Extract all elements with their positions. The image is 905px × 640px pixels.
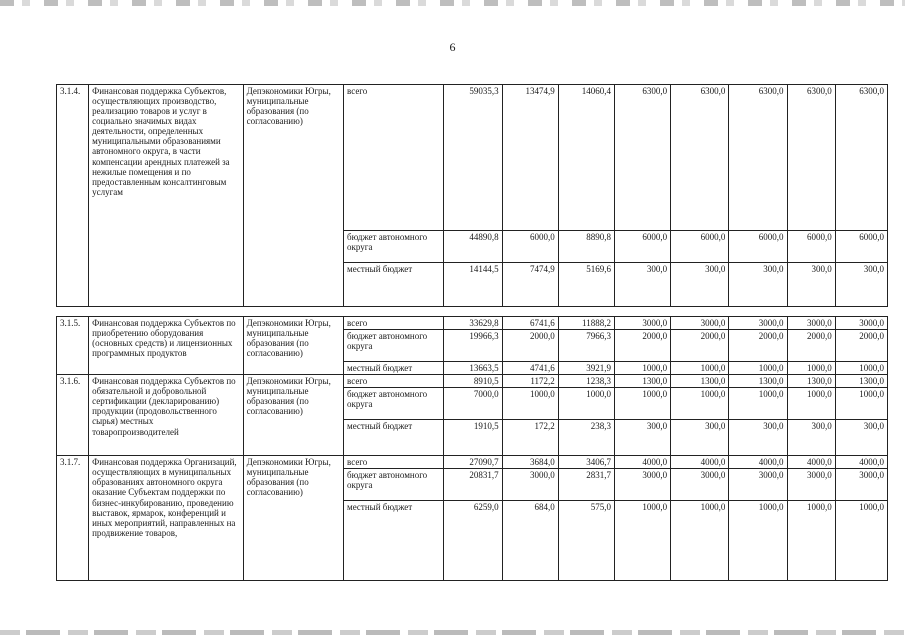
funding-source: местный бюджет — [344, 362, 444, 375]
amount-cell: 6300,0 — [787, 85, 835, 231]
measure-code: 3.1.6. — [57, 375, 89, 456]
amount-cell: 3000,0 — [787, 317, 835, 330]
amount-cell: 33629,8 — [444, 317, 502, 330]
amount-cell: 3000,0 — [729, 317, 787, 330]
amount-cell: 4000,0 — [614, 456, 670, 469]
amount-cell: 4741,6 — [502, 362, 558, 375]
amount-cell: 6000,0 — [502, 231, 558, 263]
amount-cell: 3684,0 — [502, 456, 558, 469]
funding-source: местный бюджет — [344, 263, 444, 307]
amount-cell: 300,0 — [729, 420, 787, 456]
amount-cell: 7000,0 — [444, 388, 502, 420]
amount-cell: 2000,0 — [502, 330, 558, 362]
amount-cell: 19966,3 — [444, 330, 502, 362]
amount-cell: 44890,8 — [444, 231, 502, 263]
amount-cell: 1000,0 — [729, 388, 787, 420]
amount-cell: 1000,0 — [787, 362, 835, 375]
amount-cell: 300,0 — [614, 420, 670, 456]
table-body — [57, 85, 888, 581]
amount-cell: 300,0 — [671, 420, 729, 456]
amount-cell: 1300,0 — [729, 375, 787, 388]
amount-cell: 7474,9 — [502, 263, 558, 307]
funding-source: бюджет автономного округа — [344, 231, 444, 263]
amount-cell: 3000,0 — [835, 317, 887, 330]
amount-cell: 300,0 — [835, 263, 887, 307]
amount-cell: 3000,0 — [787, 469, 835, 501]
amount-cell: 4000,0 — [835, 456, 887, 469]
amount-cell: 2000,0 — [671, 330, 729, 362]
amount-cell: 300,0 — [614, 263, 670, 307]
amount-cell: 3000,0 — [835, 469, 887, 501]
measure-title: Финансовая поддержка Субъектов по приобретению оборудования (основных средств) и лицензионных программных продуктов — [89, 317, 244, 375]
amount-cell: 6000,0 — [614, 231, 670, 263]
scan-edge-top — [0, 0, 905, 6]
amount-cell: 6000,0 — [835, 231, 887, 263]
amount-cell: 1000,0 — [787, 501, 835, 581]
table-gap-row — [57, 307, 888, 317]
amount-cell: 1000,0 — [671, 388, 729, 420]
amount-cell: 8910,5 — [444, 375, 502, 388]
amount-cell: 1000,0 — [835, 388, 887, 420]
amount-cell: 1000,0 — [614, 501, 670, 581]
amount-cell: 1000,0 — [729, 501, 787, 581]
amount-cell: 3000,0 — [614, 317, 670, 330]
measure-code: 3.1.5. — [57, 317, 89, 375]
amount-cell: 6000,0 — [729, 231, 787, 263]
funding-source: местный бюджет — [344, 420, 444, 456]
amount-cell: 300,0 — [787, 420, 835, 456]
amount-cell: 3000,0 — [614, 469, 670, 501]
amount-cell: 6300,0 — [614, 85, 670, 231]
measure-code: 3.1.7. — [57, 456, 89, 581]
amount-cell: 3000,0 — [671, 317, 729, 330]
amount-cell: 8890,8 — [558, 231, 614, 263]
amount-cell: 2000,0 — [614, 330, 670, 362]
amount-cell: 27090,7 — [444, 456, 502, 469]
amount-cell: 3406,7 — [558, 456, 614, 469]
amount-cell: 1172,2 — [502, 375, 558, 388]
amount-cell: 1000,0 — [614, 362, 670, 375]
scan-edge-bottom — [0, 630, 905, 635]
program-table — [56, 84, 888, 581]
amount-cell: 5169,6 — [558, 263, 614, 307]
amount-cell: 59035,3 — [444, 85, 502, 231]
amount-cell: 6000,0 — [787, 231, 835, 263]
funding-source: бюджет автономного округа — [344, 330, 444, 362]
amount-cell: 1300,0 — [787, 375, 835, 388]
funding-source: бюджет автономного округа — [344, 388, 444, 420]
amount-cell: 3000,0 — [502, 469, 558, 501]
amount-cell: 2000,0 — [729, 330, 787, 362]
measure-title: Финансовая поддержка Субъектов, осуществляющих производство, реализацию товаров и услуг в социально значимых видах деятельности, определенных муниципальными образованиями автономного округа, в части компенсации арендных платежей за нежилые помещения и по предоставленным консалтинговым услугам — [89, 85, 244, 307]
funding-source: всего — [344, 375, 444, 388]
funding-source: всего — [344, 85, 444, 231]
amount-cell: 300,0 — [835, 420, 887, 456]
amount-cell: 1000,0 — [671, 501, 729, 581]
measure-title: Финансовая поддержка Субъектов по обязательной и добровольной сертификации (декларированию) продукции (продовольственного сырья) местных товаропроизводителей — [89, 375, 244, 456]
amount-cell: 6300,0 — [671, 85, 729, 231]
amount-cell: 1000,0 — [787, 388, 835, 420]
amount-cell: 1000,0 — [614, 388, 670, 420]
amount-cell: 11888,2 — [558, 317, 614, 330]
amount-cell: 7966,3 — [558, 330, 614, 362]
amount-cell: 1300,0 — [671, 375, 729, 388]
amount-cell: 575,0 — [558, 501, 614, 581]
amount-cell: 1000,0 — [558, 388, 614, 420]
amount-cell: 13663,5 — [444, 362, 502, 375]
amount-cell: 2000,0 — [835, 330, 887, 362]
amount-cell: 3921,9 — [558, 362, 614, 375]
amount-cell: 172,2 — [502, 420, 558, 456]
amount-cell: 1910,5 — [444, 420, 502, 456]
amount-cell: 3000,0 — [671, 469, 729, 501]
amount-cell: 14060,4 — [558, 85, 614, 231]
amount-cell: 3000,0 — [729, 469, 787, 501]
amount-cell: 2831,7 — [558, 469, 614, 501]
amount-cell: 300,0 — [787, 263, 835, 307]
amount-cell: 13474,9 — [502, 85, 558, 231]
table-row — [57, 456, 888, 469]
funding-source: всего — [344, 456, 444, 469]
amount-cell: 1000,0 — [502, 388, 558, 420]
table-row — [57, 375, 888, 388]
measure-title: Финансовая поддержка Организаций, осуществляющих в муниципальных образованиях автономного округа оказание Субъектам поддержки по бизнес-инкубированию, проведению выставок, ярмарок, конференций и иных мероприятий, направленных на продвижение товаров, — [89, 456, 244, 581]
amount-cell: 4000,0 — [671, 456, 729, 469]
funding-source: местный бюджет — [344, 501, 444, 581]
amount-cell: 14144,5 — [444, 263, 502, 307]
measure-executor: Депэкономики Югры, муниципальные образования (по согласованию) — [243, 456, 343, 581]
amount-cell: 20831,7 — [444, 469, 502, 501]
amount-cell: 1300,0 — [614, 375, 670, 388]
amount-cell: 6300,0 — [835, 85, 887, 231]
amount-cell: 1000,0 — [671, 362, 729, 375]
amount-cell: 1000,0 — [729, 362, 787, 375]
amount-cell: 6000,0 — [671, 231, 729, 263]
amount-cell: 1238,3 — [558, 375, 614, 388]
amount-cell: 4000,0 — [729, 456, 787, 469]
funding-source: всего — [344, 317, 444, 330]
amount-cell: 6741,6 — [502, 317, 558, 330]
amount-cell: 4000,0 — [787, 456, 835, 469]
amount-cell: 1300,0 — [835, 375, 887, 388]
amount-cell: 2000,0 — [787, 330, 835, 362]
measure-executor: Депэкономики Югры, муниципальные образования (по согласованию) — [243, 317, 343, 375]
table-gap-cell — [57, 307, 888, 317]
amount-cell: 1000,0 — [835, 362, 887, 375]
measure-executor: Депэкономики Югры, муниципальные образования (по согласованию) — [243, 375, 343, 456]
amount-cell: 1000,0 — [835, 501, 887, 581]
table-row — [57, 317, 888, 330]
amount-cell: 238,3 — [558, 420, 614, 456]
measure-executor: Депэкономики Югры, муниципальные образования (по согласованию) — [243, 85, 343, 307]
amount-cell: 300,0 — [729, 263, 787, 307]
page-number: 6 — [449, 40, 456, 54]
funding-source: бюджет автономного округа — [344, 469, 444, 501]
amount-cell: 6259,0 — [444, 501, 502, 581]
amount-cell: 300,0 — [671, 263, 729, 307]
amount-cell: 684,0 — [502, 501, 558, 581]
table-row — [57, 85, 888, 231]
amount-cell: 6300,0 — [729, 85, 787, 231]
measure-code: 3.1.4. — [57, 85, 89, 307]
